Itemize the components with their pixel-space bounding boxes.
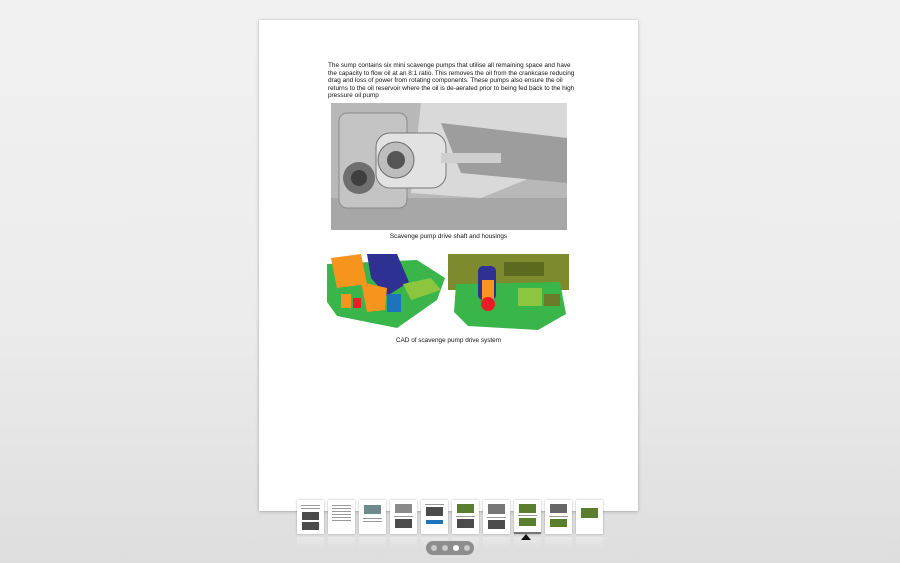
thumbnail-page-6[interactable]	[452, 500, 479, 534]
thumbnail-page-4[interactable]	[390, 500, 417, 534]
pager-dot-3-active[interactable]	[453, 545, 459, 551]
thumbnail-page-7[interactable]	[483, 500, 510, 534]
scavenge-pump-photo	[331, 103, 567, 230]
page-group-pager	[426, 541, 474, 555]
pager-dot-1[interactable]	[431, 545, 437, 551]
document-page[interactable]	[259, 20, 638, 511]
page-thumbnail-strip	[297, 500, 603, 536]
page-paragraph: The sump contains six mini scavenge pumps that utilise all remaining space and have the capacity to flow oil at an 8:1 ratio. This removes the oil from the crankcase reducing drag and loss of power from rotating components. These pumps also ensure the oil returns to the oil reservoir where the oil is de-aerated prior to being fed back to the high pressure oil pump	[328, 62, 575, 100]
pump-photo-illustration	[331, 103, 567, 230]
current-page-indicator-icon	[521, 534, 531, 540]
thumbnail-page-5[interactable]	[421, 500, 448, 534]
cad-left-illustration	[327, 254, 446, 332]
thumbnail-page-8-current[interactable]	[514, 500, 541, 534]
cad-right-illustration	[448, 254, 569, 332]
cad-render-left	[327, 254, 446, 332]
thumbnail-page-3[interactable]	[359, 500, 386, 534]
pager-dot-4[interactable]	[464, 545, 470, 551]
cad-caption: CAD of scavenge pump drive system	[395, 337, 502, 344]
photo-caption: Scavenge pump drive shaft and housings	[389, 233, 508, 240]
thumbnail-page-10[interactable]	[576, 500, 603, 534]
pager-dot-2[interactable]	[442, 545, 448, 551]
cad-render-right	[448, 254, 569, 332]
thumbnail-page-1[interactable]	[297, 500, 324, 534]
thumbnail-page-9[interactable]	[545, 500, 572, 534]
thumbnail-page-2[interactable]	[328, 500, 355, 534]
